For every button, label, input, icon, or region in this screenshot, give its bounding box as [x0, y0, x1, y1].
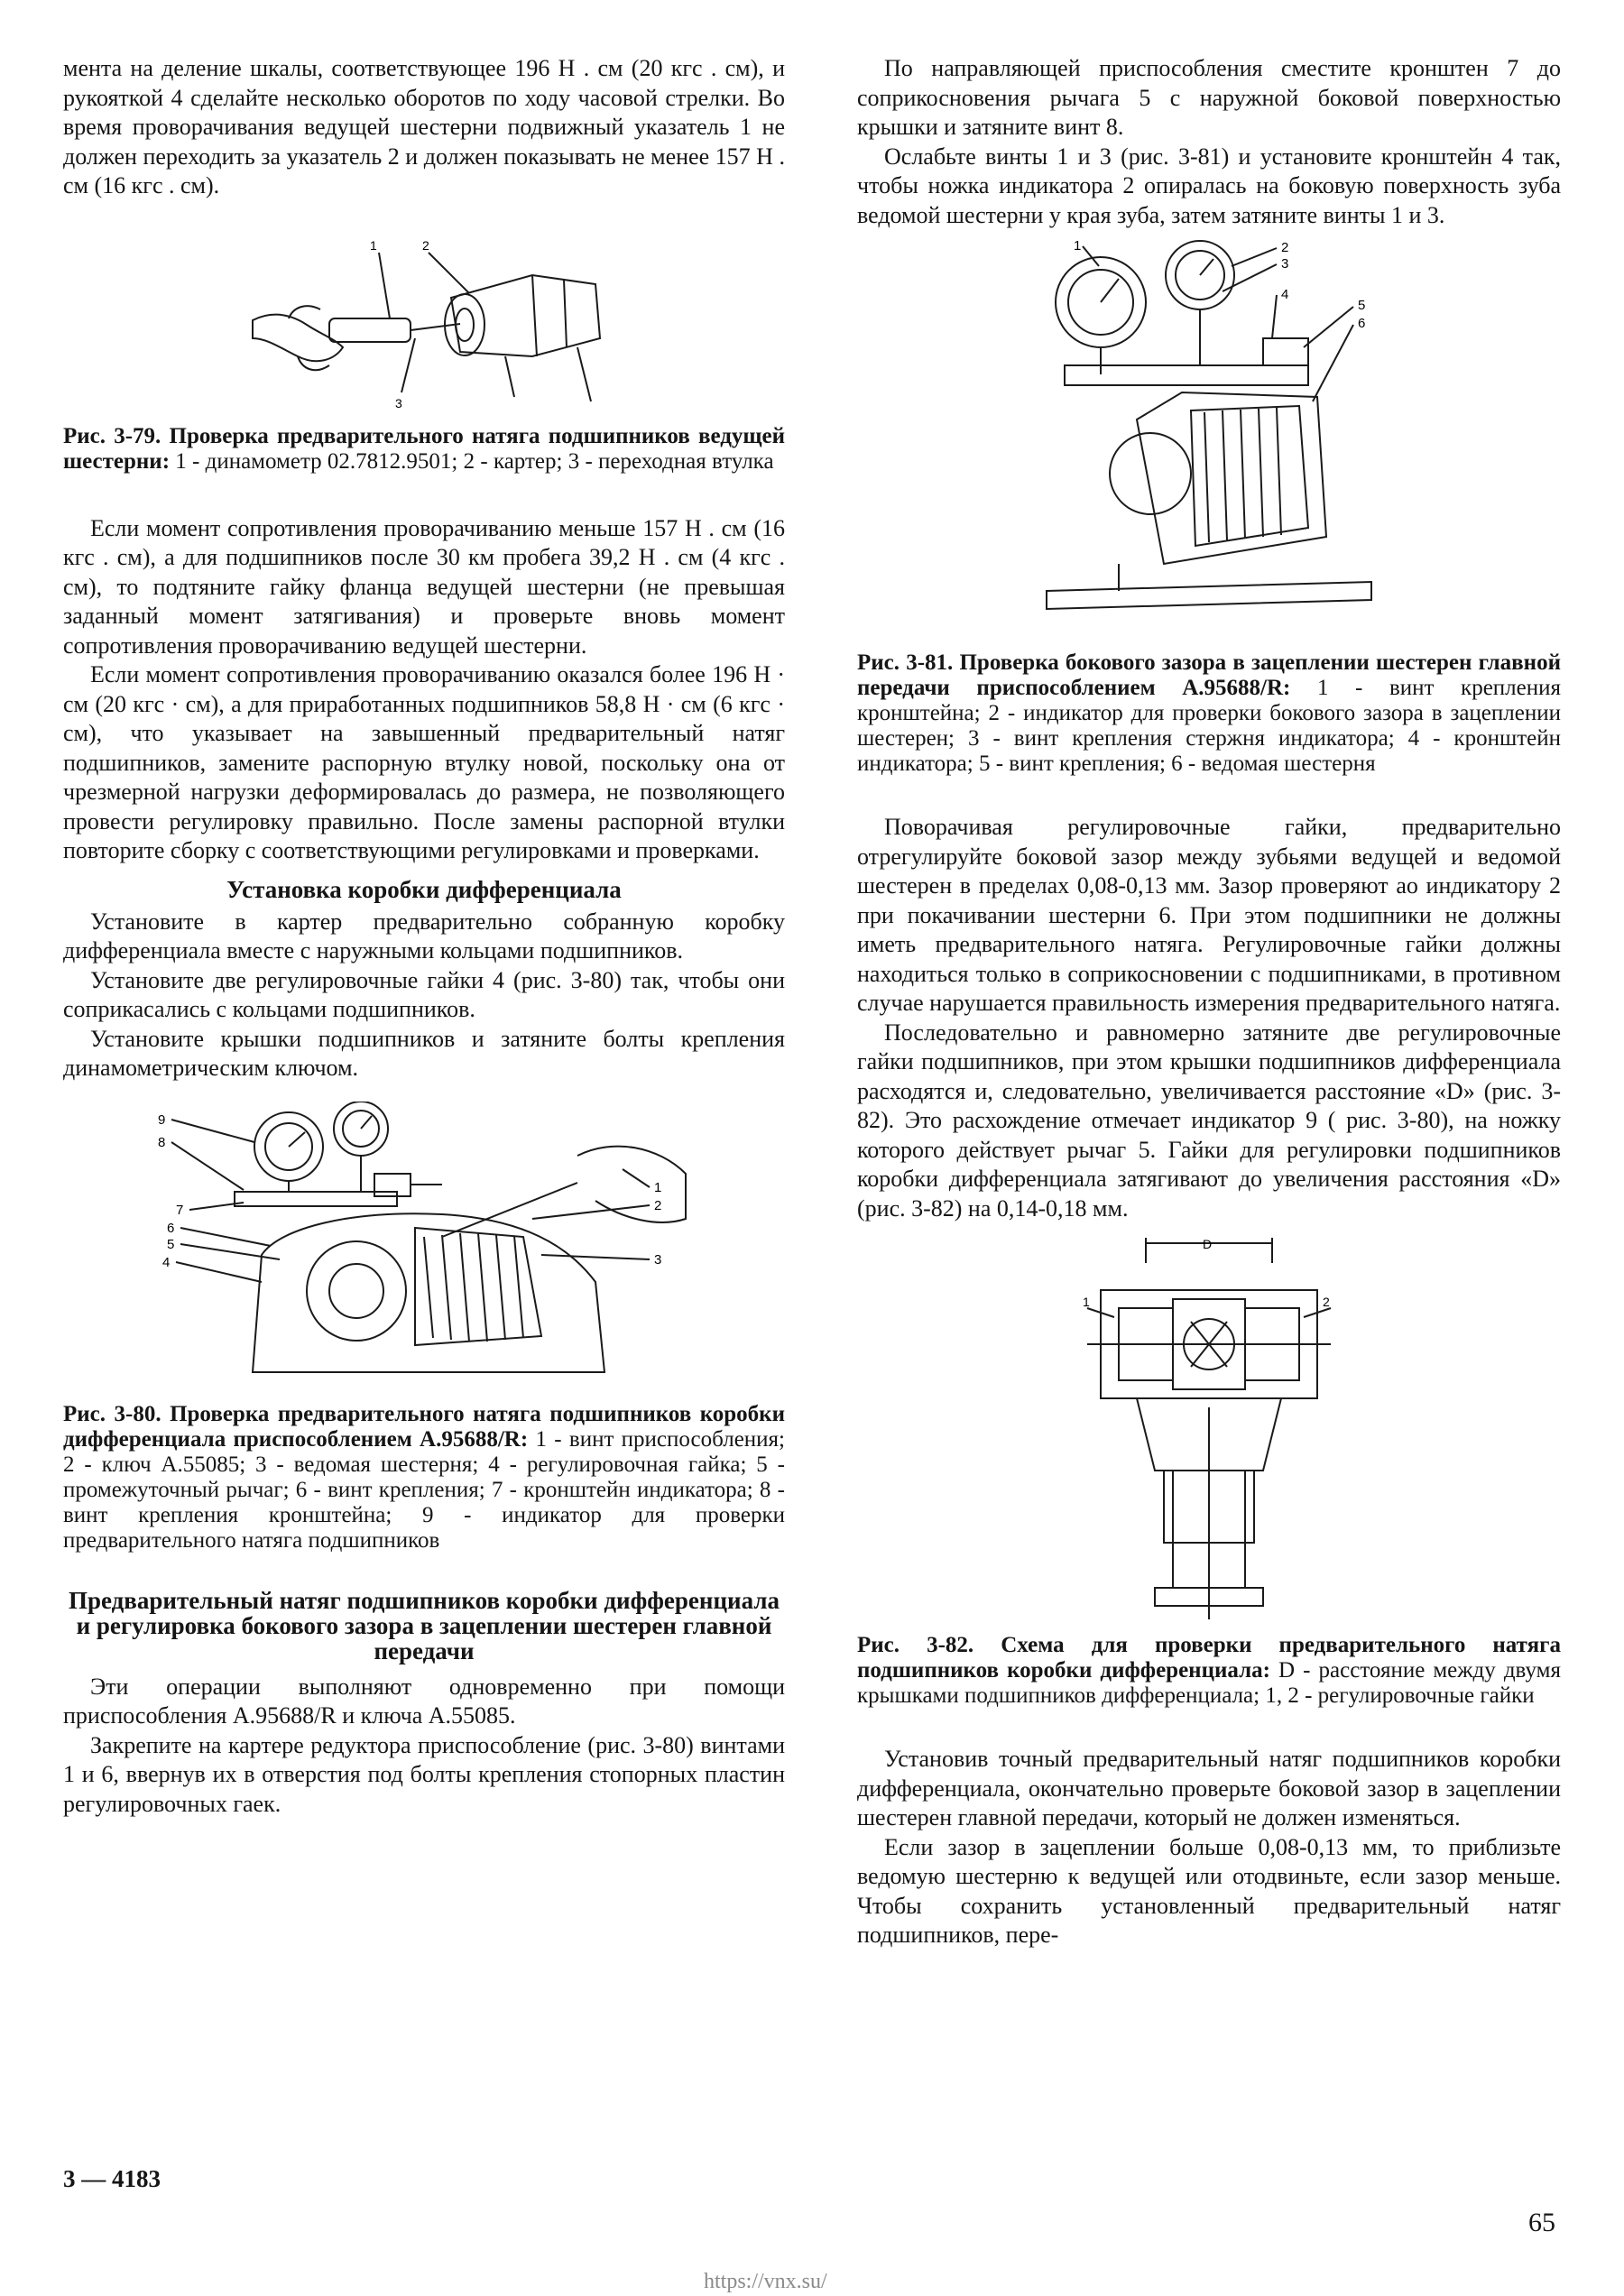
caption-body: 1 - винт приспособления; 2 - ключ А.55085; 3 - ведомая шестерня; 4 - регулировочная гайка; 5 - промежуточный рычаг; 6 - винт крепления; 7 - кронштейн индикатора; 8 - винт крепления кронштейна; 9 - индикатор для проверки предварительного натяга подшипников: [63, 1426, 785, 1553]
paragraph: Если момент сопротивления проворачиванию оказался более 196 Н · см (20 кгс · см), а для приработанных подшипников 58,8 Н · см (6 кгс · см), что указывает на завышенный предварительный натяг подшипников, замените распорную втулку новой, поскольку она от чрезмерной нагрузки деформировалась до размера, не позволяющего провести регулировку правильно. После замены распорной втулки повторите сборку с соответствующими регулировками и проверками.: [63, 661, 785, 863]
caption-title: Рис. 3-81. Проверка бокового зазора в зацеплении шестерен главной передачи приспособлением А.95688/R:: [857, 650, 1561, 700]
section-heading: Предварительный натяг подшипников коробки дифференциала и регулировка бокового зазора в зацеплении шестерен главной передачи: [69, 1586, 780, 1664]
fig79-label-1: 1: [370, 237, 377, 253]
caption-3-82: [857, 1633, 1561, 1709]
paragraph: Установите в картер предварительно собранную коробку дифференциала вместе с наружными кольцами подшипников.: [63, 908, 785, 964]
section-heading: Установка коробки дифференциала: [226, 875, 622, 903]
fig80-label-6: 6: [167, 1220, 175, 1236]
fig81-label-5: 5: [1358, 298, 1366, 313]
fig81-label-1: 1: [1074, 239, 1082, 254]
left-column: [63, 54, 785, 1819]
fig80-label-7: 7: [176, 1202, 184, 1218]
paragraph: Эти операции выполняют одновременно при помощи приспособления А.95688/R и ключа А.55085.: [63, 1673, 785, 1729]
page-number: 65: [1528, 2208, 1555, 2237]
paragraph: Ослабьте винты 1 и 3 (рис. 3-81) и установите кронштейн 4 так, чтобы ножка индикатора 2 опиралась на боковую поверхность зуба ведомой шестерни у края зуба, затем затяните винты 1 и 3.: [857, 143, 1561, 228]
figure-3-80: [144, 1102, 704, 1395]
fig82-label-2: 2: [1323, 1295, 1330, 1309]
paragraph: Последовательно и равномерно затяните две регулировочные гайки подшипников, при этом крышки подшипников дифференциала расходятся и, следовательно, увеличивается расстояние «D» (рис. 3-82). Это расхождение отмечает индикатор 9 ( рис. 3-80), на ножку которого действует рычаг 5. Гайки для регулировки подшипников коробки дифференциала затягивают до увеличения расстояния «D» (рис. 3-82) на 0,14-0,18 мм.: [857, 1019, 1561, 1222]
fig80-label-2: 2: [654, 1197, 662, 1213]
figure-3-79: [235, 212, 614, 415]
fig80-label-3: 3: [654, 1251, 662, 1268]
paragraph: Закрепите на картере редуктора приспособление (рис. 3-80) винтами 1 и 6, ввернув их в отверстия под болты крепления стопорных пластин регулировочных гаек.: [63, 1731, 785, 1817]
right-column: [857, 54, 1561, 1950]
fig80-label-5: 5: [167, 1236, 175, 1252]
paragraph: Если момент сопротивления проворачиванию меньше 157 Н . см (16 кгс . см), а для подшипников после 30 км пробега 39,2 Н . см (4 кгс . см), то подтяните гайку фланца ведущей шестерни (не превышая заданный момент затягивания) и проверьте вновь момент сопротивления проворачиванию ведущей шестерни.: [63, 514, 785, 659]
fig79-label-2: 2: [422, 237, 429, 253]
fig82-label-D: D: [1203, 1237, 1213, 1251]
caption-3-80: [63, 1402, 785, 1554]
fig80-label-9: 9: [158, 1111, 166, 1128]
caption-body: D - расстояние между двумя крышками подшипников дифференциала; 1, 2 - регулировочные гайки: [857, 1658, 1561, 1708]
fig82-label-1: 1: [1083, 1295, 1090, 1309]
caption-title: Рис. 3-82. Схема для проверки предварительного натяга подшипников коробки дифференциала:: [857, 1633, 1561, 1683]
fig80-label-8: 8: [158, 1134, 166, 1150]
paragraph: Поворачивая регулировочные гайки, предварительно отрегулируйте боковой зазор между зубьями ведущей и ведомой шестерен в пределах 0,08-0,13 мм. Зазор проверяют ао индикатору 2 при покачивании шестерни 6. При этом подшипники не должны иметь предварительного натяга. Регулировочные гайки должны находиться только в соприкосновении с подшипниками, в противном случае нарушается правильность измерения предварительного натяга.: [857, 814, 1561, 1016]
fig81-label-6: 6: [1358, 316, 1366, 331]
paragraph: мента на деление шкалы, соответствующее 196 Н . см (20 кгс . см), и рукояткой 4 сделайте несколько оборотов по ходу часовой стрелки. Во время проворачивания ведущей шестерни подвижный указатель 1 не должен переходить за указатель 2 и должен показывать не менее 157 Н . см (16 кгс . см).: [63, 55, 785, 198]
caption-title: Рис. 3-80. Проверка предварительного натяга подшипников коробки дифференциала приспособлением А.95688/R:: [63, 1401, 785, 1452]
paragraph: Установив точный предварительный натяг подшипников коробки дифференциала, окончательно проверьте боковой зазор в зацеплении шестерен главной передачи, который не должен изменяться.: [857, 1746, 1561, 1830]
sheet-signature: 3 — 4183: [63, 2165, 161, 2192]
fig81-label-4: 4: [1281, 287, 1289, 302]
caption-body: 1 - динамометр 02.7812.9501; 2 - картер; 3 - переходная втулка: [175, 448, 774, 474]
paragraph: Если зазор в зацеплении больше 0,08-0,13 мм, то приблизьте ведомую шестерню к ведущей или отодвиньте, если зазор меньше. Чтобы сохранить установленный предварительный натяг подшипников, пере-: [857, 1833, 1561, 1948]
fig80-label-4: 4: [162, 1254, 171, 1270]
figure-3-82: [1083, 1236, 1335, 1624]
caption-3-79: [63, 424, 785, 475]
caption-3-81: [857, 650, 1561, 777]
figure-3-81: [1029, 239, 1389, 636]
fig81-label-3: 3: [1281, 256, 1289, 272]
paragraph: По направляющей приспособления сместите кронштен 7 до соприкосновения рычага 5 с наружной боковой поверхностью крышки и затяните винт 8.: [857, 55, 1561, 140]
paragraph: Установите две регулировочные гайки 4 (рис. 3-80) так, чтобы они соприкасались с кольцами подшипников.: [63, 966, 785, 1022]
fig81-label-2: 2: [1281, 240, 1289, 255]
caption-body: 1 - винт крепления кронштейна; 2 - индикатор для проверки бокового зазора в зацеплении шестерен; 3 - винт крепления стержня индикатора; 4 - кронштейн индикатора; 5 - винт крепления; 6 - ведомая шестерня: [857, 676, 1561, 776]
caption-title: Рис. 3-79. Проверка предварительного натяга подшипников ведущей шестерни:: [63, 423, 785, 474]
paragraph: Установите крышки подшипников и затяните болты крепления динамометрическим ключом.: [63, 1025, 785, 1081]
source-url: https://vnx.su/: [704, 2270, 827, 2293]
fig80-label-1: 1: [654, 1179, 662, 1195]
fig79-label-3: 3: [395, 395, 402, 410]
